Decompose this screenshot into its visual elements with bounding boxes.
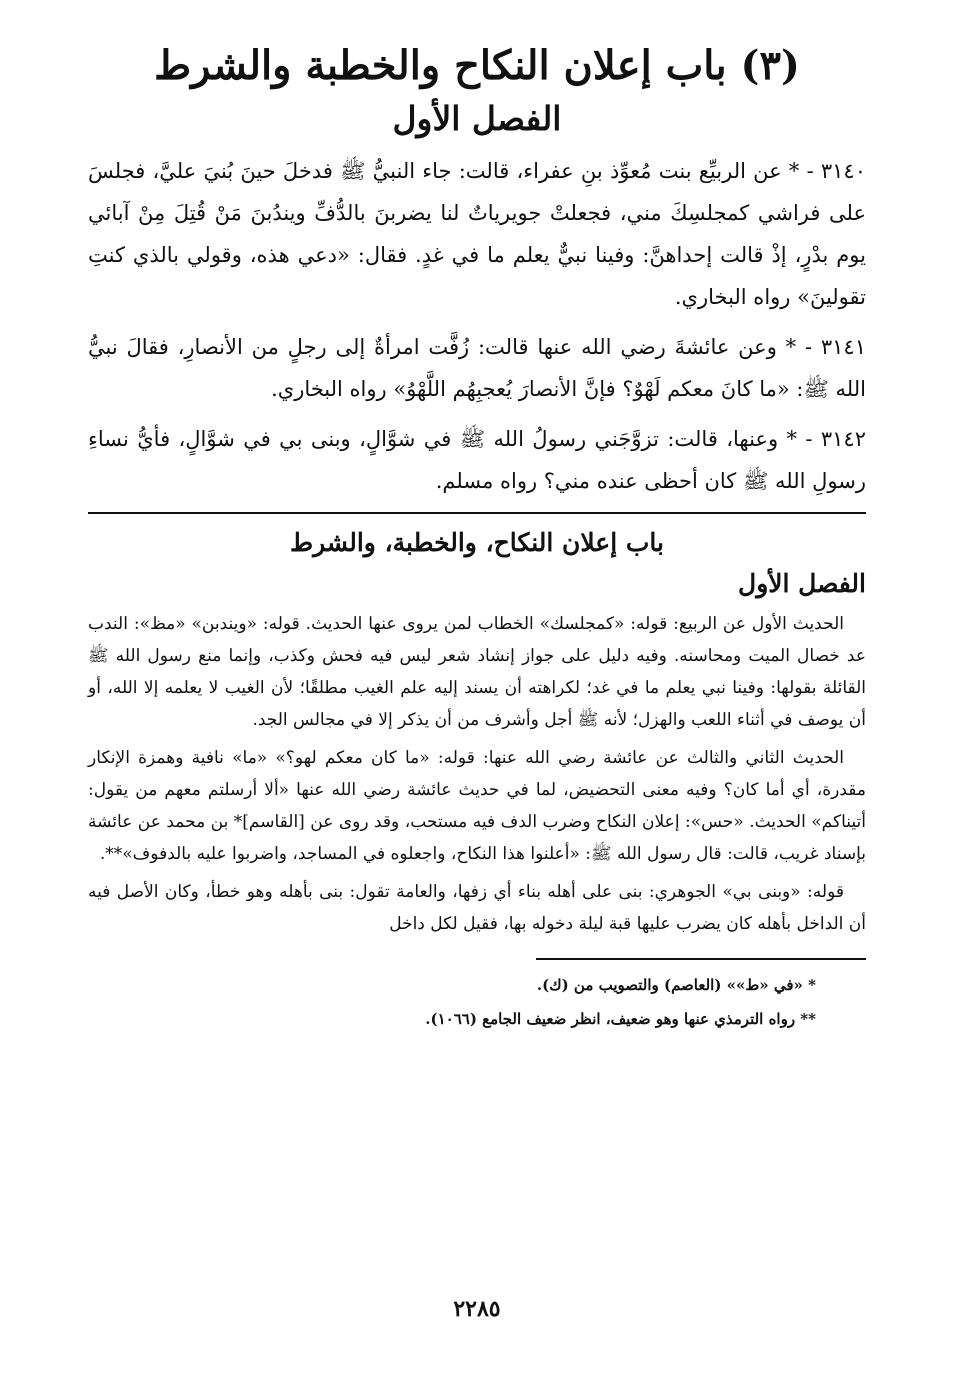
hadith-3142: ٣١٤٢ - * وعنها، قالت: تزوَّجَني رسولُ الله ﷺ في شوَّالٍ، وبنى بي في شوَّالٍ، فأيُّ نساءِ رسولِ الله ﷺ كان أحظى عنده مني؟ رواه مسلم. xyxy=(88,427,866,493)
section-title: الفصل الأول xyxy=(392,99,562,138)
section-divider xyxy=(88,512,866,514)
page-number: ٢٢٨٥ xyxy=(453,1296,501,1322)
book-page xyxy=(88,38,866,1368)
commentary-paragraph-2: الحديث الثاني والثالث عن عائشة رضي الله عنها: قوله: «ما كان معكم لهو؟» «ما» نافية وهمزة الإنكار مقدرة، أي أما كان؟ وفيه معنى التحضيض، لما في حديث عائشة رضي الله عنها «ألا أرسلتم معهم من يقول: أتيناكم» الحديث. «حس»: إعلان النكاح وضرب الدف فيه مستحب، وقد روى عن [القاسم]* بن محمد عن عائشة بإسناد غريب، قالت: قال رسول الله ﷺ: «أعلنوا هذا النكاح، واجعلوه في المساجد، واضربوا عليه بالدفوف»**. xyxy=(88,748,866,864)
chapter-title: (٣) باب إعلان النكاح والخطبة والشرط xyxy=(154,42,800,89)
commentary-paragraph-3: قوله: «وبنى بي» الجوهري: بنى على أهله بناء أي زفها، والعامة تقول: بنى بأهله وهو خطأ، وكان الأصل فيه أن الداخل بأهله كان يضرب عليها قبة ليلة دخوله بها، فقيل لكل داخل xyxy=(88,882,866,934)
footnote-rule xyxy=(536,958,866,960)
footnote-1: * «في «ط»» (العاصم) والتصويب من (ك). xyxy=(536,976,816,994)
commentary-chapter-title: باب إعلان النكاح، والخطبة، والشرط xyxy=(290,528,664,557)
hadith-3140: ٣١٤٠ - * عن الربيِّع بنت مُعوِّذ بنِ عفراء، قالت: جاء النبيُّ ﷺ فدخلَ حينَ بُنيَ عليَّ، فجلسَ على فراشي كمجلسِكَ مني، فجعلتْ جويرياتٌ لنا يضربنَ بالدُّفِّ ويندُبنَ مَنْ قُتِلَ مِنْ آبائي يوم بدْرٍ، إذْ قالت إحداهنَّ: وفينا نبيٌّ يعلم ما في غدٍ. فقال: «دعي هذه، وقولي بالذي كنتِ تقولينَ» رواه البخاري. xyxy=(88,159,866,309)
hadith-3141: ٣١٤١ - * وعن عائشةَ رضي الله عنها قالت: زُفَّت امرأةٌ إلى رجلٍ من الأنصارِ، فقالَ نبيُّ الله ﷺ: «ما كانَ معكم لَهْوٌ؟ فإنَّ الأنصارَ يُعجبِهُم اللَّهْوُ» رواه البخاري. xyxy=(88,335,866,401)
footnote-2: ** رواه الترمذي عنها وهو ضعيف، انظر ضعيف الجامع (١٠٦٦). xyxy=(425,1010,816,1028)
commentary-section-title: الفصل الأول xyxy=(738,569,866,598)
commentary-paragraph-1: الحديث الأول عن الربيع: قوله: «كمجلسك» الخطاب لمن يروى عنها الحديث. قوله: «ويندبن» «مظ»: الندب عد خصال الميت ومحاسنه. وفيه دليل على جواز إنشاد شعر ليس فيه فحش وكذب، وإنما منع رسول الله ﷺ القائلة بقولها: وفينا نبي يعلم ما في غد؛ لكراهته أن يسند إليه علم الغيب مطلقًا؛ لأن الغيب لا يعلمه إلا الله، أو أن يوصف في أثناء اللعب والهزل؛ لأنه ﷺ أجل وأشرف من أن يذكر إلا في مجالس الجد. xyxy=(88,614,866,730)
